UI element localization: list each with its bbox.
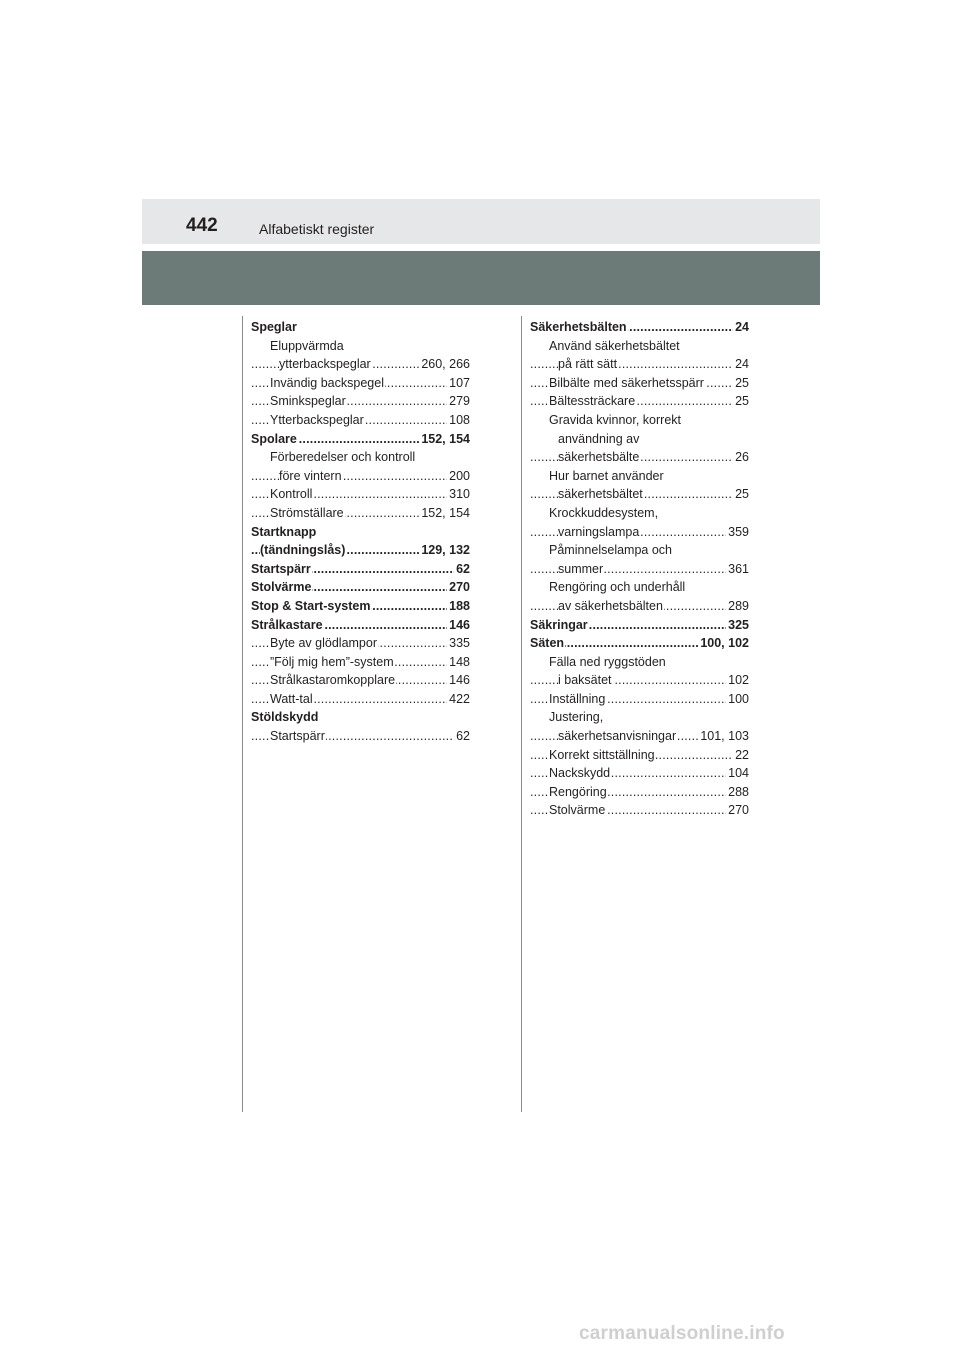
column-rule-middle <box>521 316 522 1112</box>
page-reference: 152, 154 <box>419 504 470 523</box>
index-term: Använd säkerhetsbältet <box>549 337 681 356</box>
index-term: ..... Kontroll <box>270 485 313 504</box>
index-entry <box>530 671 749 690</box>
index-term: ..... Säkringar <box>530 616 589 635</box>
page-reference: 22 <box>733 746 749 765</box>
header-band <box>142 199 820 244</box>
index-entry <box>530 727 749 746</box>
page-reference: 279 <box>447 392 470 411</box>
page-reference: 260, 266 <box>419 355 470 374</box>
index-term: ..... Inställning <box>549 690 606 709</box>
index-entry <box>251 560 470 579</box>
page-reference: 146 <box>447 671 470 690</box>
page-reference: 26 <box>733 448 749 467</box>
page-reference: 25 <box>733 392 749 411</box>
index-entry <box>530 746 749 765</box>
page-reference: 62 <box>454 560 470 579</box>
page-reference: 188 <box>447 597 470 616</box>
index-term: ..... Strömställare <box>270 504 345 523</box>
index-entry <box>251 448 470 467</box>
page-reference: 270 <box>726 801 749 820</box>
index-term: Förberedelser och kontroll <box>270 448 416 467</box>
index-entry <box>251 708 470 727</box>
index-term: ..... Rengöring <box>549 783 608 802</box>
index-entry <box>251 671 470 690</box>
index-column-right <box>530 318 749 820</box>
index-entry <box>251 318 470 337</box>
page-reference: 107 <box>447 374 470 393</box>
index-entry <box>251 430 470 449</box>
index-term: användning av <box>558 430 640 449</box>
index-term: ..... (tändningslås) <box>260 541 346 560</box>
index-term: ..... Spolare <box>251 430 298 449</box>
column-rule-left <box>242 316 243 1112</box>
index-term: ..... Bilbälte med säkerhetsspärr <box>549 374 705 393</box>
page-reference: 108 <box>447 411 470 430</box>
index-term: Rengöring och underhåll <box>549 578 686 597</box>
index-entry <box>251 597 470 616</box>
page-number: 442 <box>186 215 218 236</box>
index-entry <box>530 578 749 597</box>
index-term: ..... Nackskydd <box>549 764 611 783</box>
index-term: ..... Stolvärme <box>251 578 312 597</box>
index-term: ..... Strålkastare <box>251 616 324 635</box>
index-entry <box>530 690 749 709</box>
section-title: Alfabetiskt register <box>259 221 375 237</box>
index-entry <box>530 708 749 727</box>
index-entry <box>530 504 749 523</box>
index-entry <box>530 764 749 783</box>
index-term: ..... Säkerhetsbälten <box>530 318 628 337</box>
index-term: ..... Strålkastaromkopplare <box>270 671 396 690</box>
index-term: ..... Watt-tal <box>270 690 314 709</box>
index-term: ..... i baksätet <box>558 671 613 690</box>
section-band <box>142 251 820 305</box>
page-reference: 25 <box>733 485 749 504</box>
index-term: Krockkuddesystem, <box>549 504 659 523</box>
index-entry <box>251 504 470 523</box>
index-term: ..... Korrekt sittställning <box>549 746 656 765</box>
page-reference: 100, 102 <box>698 634 749 653</box>
index-term: ..... Byte av glödlampor <box>270 634 378 653</box>
index-term: ..... Startspärr <box>251 560 312 579</box>
index-term: Fälla ned ryggstöden <box>549 653 667 672</box>
index-entry <box>530 355 749 374</box>
index-entry <box>530 467 749 486</box>
index-entry <box>530 560 749 579</box>
index-term: ..... före vintern <box>279 467 343 486</box>
page-reference: 200 <box>447 467 470 486</box>
index-column-left <box>251 318 470 746</box>
index-entry <box>251 411 470 430</box>
page-reference: 25 <box>733 374 749 393</box>
index-entry <box>251 523 470 542</box>
index-term: Eluppvärmda <box>270 337 345 356</box>
index-term: ..... ”Följ mig hem”-system <box>270 653 395 672</box>
index-entry <box>251 616 470 635</box>
index-term: ..... Ytterbackspeglar <box>270 411 365 430</box>
page-reference: 24 <box>733 355 749 374</box>
index-term: ..... Stolvärme <box>549 801 606 820</box>
index-entry <box>251 578 470 597</box>
index-entry <box>530 616 749 635</box>
index-term: ..... summer <box>558 560 604 579</box>
page-reference: 148 <box>447 653 470 672</box>
index-term: ..... Stop & Start-system <box>251 597 371 616</box>
index-entry <box>251 467 470 486</box>
index-entry <box>530 337 749 356</box>
page-reference: 62 <box>454 727 470 746</box>
page-reference: 270 <box>447 578 470 597</box>
index-term: Gravida kvinnor, korrekt <box>549 411 682 430</box>
index-term: ..... varningslampa <box>558 523 640 542</box>
index-entry <box>251 374 470 393</box>
index-entry <box>530 597 749 616</box>
page-reference: 310 <box>447 485 470 504</box>
index-term: ..... ytterbackspeglar <box>279 355 372 374</box>
index-entry <box>251 653 470 672</box>
index-entry <box>530 634 749 653</box>
page-reference: 152, 154 <box>419 430 470 449</box>
index-entry <box>251 541 470 560</box>
page-reference: 288 <box>726 783 749 802</box>
page-reference: 422 <box>447 690 470 709</box>
index-entry <box>530 653 749 672</box>
index-entry <box>251 634 470 653</box>
index-entry <box>530 411 749 430</box>
index-term: ..... av säkerhetsbälten <box>558 597 664 616</box>
index-entry <box>251 355 470 374</box>
page-reference: 100 <box>726 690 749 709</box>
index-term: Stöldskydd <box>251 708 319 727</box>
page-reference: 129, 132 <box>419 541 470 560</box>
page-reference: 359 <box>726 523 749 542</box>
index-entry <box>530 318 749 337</box>
index-entry <box>251 337 470 356</box>
page-reference: 335 <box>447 634 470 653</box>
page-reference: 289 <box>726 597 749 616</box>
index-term: Startknapp <box>251 523 317 542</box>
index-term: Hur barnet använder <box>549 467 665 486</box>
index-entry <box>251 485 470 504</box>
index-entry <box>251 690 470 709</box>
index-term: ..... säkerhetsanvisningar <box>558 727 677 746</box>
index-entry <box>530 374 749 393</box>
index-entry <box>530 448 749 467</box>
index-term: ..... säkerhetsbälte <box>558 448 640 467</box>
index-term: Påminnelselampa och <box>549 541 673 560</box>
page-reference: 361 <box>726 560 749 579</box>
index-term: ..... Invändig backspegel <box>270 374 385 393</box>
index-entry <box>530 783 749 802</box>
index-term: ..... säkerhetsbältet <box>558 485 644 504</box>
index-term: Speglar <box>251 318 298 337</box>
page-reference: 101, 103 <box>698 727 749 746</box>
index-term: ..... Bältessträckare <box>549 392 636 411</box>
index-term: Justering, <box>549 708 604 727</box>
index-term: ..... Säten <box>530 634 565 653</box>
index-entry <box>530 523 749 542</box>
index-entry <box>530 392 749 411</box>
page-reference: 325 <box>726 616 749 635</box>
page-reference: 24 <box>733 318 749 337</box>
page-reference: 146 <box>447 616 470 635</box>
page-reference: 104 <box>726 764 749 783</box>
index-entry <box>530 485 749 504</box>
index-entry <box>251 392 470 411</box>
index-entry <box>530 801 749 820</box>
index-entry <box>251 727 470 746</box>
index-term: ..... på rätt sätt <box>558 355 618 374</box>
index-entry <box>530 430 749 449</box>
index-term: ..... Sminkspeglar <box>270 392 347 411</box>
index-entry <box>530 541 749 560</box>
watermark: carmanualsonline.info <box>579 1323 785 1344</box>
index-term: ..... Startspärr <box>270 727 326 746</box>
page-reference: 102 <box>726 671 749 690</box>
